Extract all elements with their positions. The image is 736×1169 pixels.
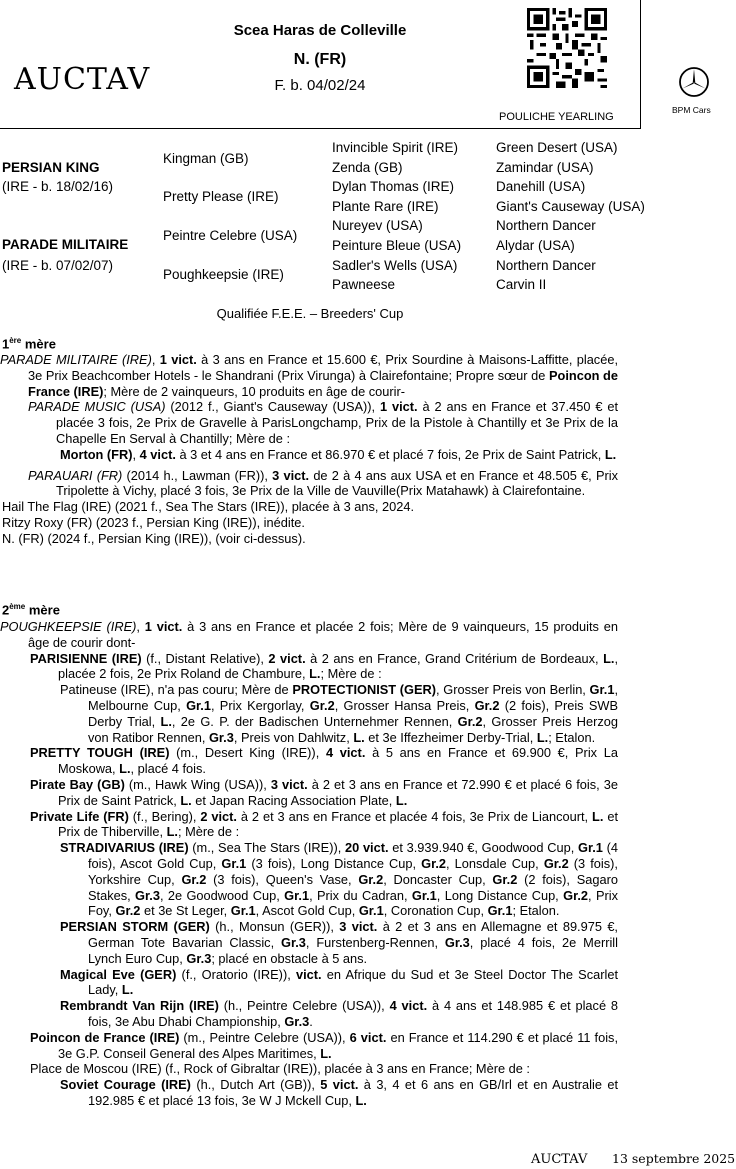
pedigree-gen4: Carvin II [496,277,547,292]
pedigree-gen4: Northern Dancer [496,258,596,273]
pedigree-gen3: Invincible Spirit (IRE) [332,140,459,155]
pedigree-gen3: Nureyev (USA) [332,218,423,233]
pedigree-gen4: Giant's Causeway (USA) [496,199,645,214]
pedigree-gen2: Pretty Please (IRE) [163,189,279,204]
pedigree-gen3: Plante Rare (IRE) [332,199,439,214]
qr-code-icon [527,8,607,88]
auctav-logo: AUCTAV [14,62,151,97]
breeder-name: Scea Haras de Colleville [233,22,407,39]
pedigree-gen3: Dylan Thomas (IRE) [332,179,455,194]
first-dam-text: PARADE MILITAIRE (IRE), 1 vict. à 3 ans en France et 15.600 €, Prix Sourdine à Maisons-Laffitte, placée, 3e Prix Beachcomber Hotels - le Shandrani (Prix Virunga) à Clairefontaine; Propre sœur de Poincon de France (IRE); Mère de 2 vainqueurs, 10 produits en âge de courir- PARADE MUSIC (USA) (2012 f., Giant's Causeway (USA)), 1 vict. à 2 ans en France et 37.450 € et placée 3 fois, 2e Prix de Gravelle à ParisLongchamp, Prix de la Pistole à Chantilly et 3e Prix de la Chapelle En Serval à Chantilly; Mère de : Morton (FR), 4 vict. à 3 et 4 ans en France et 86.970 € et placé 7 fois, 2e Prix de Saint Patrick, L. PARAUARI (FR) (2014 h., Lawman (FR)), 3 vict. de 2 à 4 ans aux USA et en France et 48.505 €, Prix Tripolette à Vichy, placé 3 fois, 3e Prix de la Ville de Vauville(Prix Matahawk) à Clairefontaine. Hail The Flag (IRE) (2021 f., Sea The Stars (IRE)), placée à 3 ans, 2024. Ritzy Roxy (FR) (2023 f., Persian King (IRE)), inédite. N. (FR) (2024 f., Persian King (IRE)), (voir ci-dessus). [0,352,619,546]
footer-date: 13 septembre 2025 [612,1151,736,1166]
pedigree-gen3: Pawneese [332,277,396,292]
pedigree-gen2: Poughkeepsie (IRE) [163,267,284,282]
dam-name: PARADE MILITAIRE [2,237,129,252]
first-dam-heading: 1ère mère [2,336,56,352]
footer-logo: AUCTAV [531,1152,588,1167]
sire-info: (IRE - b. 18/02/16) [2,179,114,194]
pedigree-gen4: Green Desert (USA) [496,140,618,155]
horse-description: F. b. 04/02/24 [274,77,366,94]
pedigree-gen3: Zenda (GB) [332,160,403,175]
pedigree-gen4: Danehill (USA) [496,179,586,194]
second-dam-text: POUGHKEEPSIE (IRE), 1 vict. à 3 ans en France et placée 2 fois; Mère de 9 vainqueurs, 15 produits en âge de courir dont- PARISIENNE (IRE) (f., Distant Relative), 2 vict. à 2 ans en France, Grand Critérium de Bordeaux, L., placée 2 fois, 2e Prix Roland de Chambure, L.; Mère de : Patineuse (IRE), n'a pas couru; Mère de PROTECTIONIST (GER), Grosser Preis von Berlin, Gr.1, Melbourne Cup, Gr.1, Prix Kergorlay, Gr.2, Grosser Hansa Preis, Gr.2 (2 fois), Preis SWB Derby Trial, L., 2e G. P. der Badischen Unternehmer Rennen, Gr.2, Grosser Preis Herzog von Ratibor Rennen, Gr.3, Preis von Dahlwitz, L. et 3e Iffezheimer Derby-Trial, L.; Etalon. PRETTY TOUGH (IRE) (m., Desert King (IRE)), 4 vict. à 5 ans en France et 69.900 €, Prix La Moskowa, L., placé 4 fois. Pirate Bay (GB) (m., Hawk Wing (USA)), 3 vict. à 2 et 3 ans en France et 72.990 € et placé 6 fois, 3e Prix de Saint Patrick, L. et Japan Racing Association Plate, L. Private Life (FR) (f., Bering), 2 vict. à 2 et 3 ans en France et placée 4 fois, 3e Prix de Liancourt, L. et Prix de Thiberville, L.; Mère de : STRADIVARIUS (IRE) (m., Sea The Stars (IRE)), 20 vict. et 3.939.940 €, Goodwood Cup, Gr.1 (4 fois), Ascot Gold Cup, Gr.1 (3 fois), Long Distance Cup, Gr.2, Lonsdale Cup, Gr.2 (3 fois), Yorkshire Cup, Gr.2 (3 fois), Queen's Vase, Gr.2, Doncaster Cup, Gr.2 (2 fois), Sagaro Stakes, Gr.3, 2e Goodwood Cup, Gr.1, Prix du Cadran, Gr.1, Long Distance Cup, Gr.2, Prix Foy, Gr.2 et 3e St Leger, Gr.1, Ascot Gold Cup, Gr.1, Coronation Cup, Gr.1; Etalon. PERSIAN STORM (GER) (h., Monsun (GER)), 3 vict. à 2 et 3 ans en Allemagne et 89.975 €, German Tote Bavarian Classic, Gr.3, Furstenberg-Rennen, Gr.3, placé 4 fois, 2e Merrill Lynch Euro Cup, Gr.3; placé en obstacle à 5 ans. Magical Eve (GER) (f., Oratorio (IRE)), vict. en Afrique du Sud et 3e Steel Doctor The Scarlet Lady, L. Rembrandt Van Rijn (IRE) (h., Peintre Celebre (USA)), 4 vict. à 4 ans et 148.985 € et placé 8 fois, 3e Abu Dhabi Championship, Gr.3. Poincon de France (IRE) (m., Peintre Celebre (USA)), 6 vict. en France et 114.290 € et placé 11 fois, 3e G.P. Conseil General des Alpes Maritimes, L. Place de Moscou (IRE) (f., Rock of Gibraltar (IRE)), placée à 3 ans en France; Mère de : Soviet Courage (IRE) (h., Dutch Art (GB)), 5 vict. à 3, 4 et 6 ans en GB/Irl et en Australie et 192.985 € et placé 13 fois, 3e W J Mckell Cup, L. [0,619,619,1108]
pedigree-gen4: Northern Dancer [496,218,596,233]
pedigree-gen2: Peintre Celebre (USA) [163,228,298,243]
pedigree-gen4: Zamindar (USA) [496,160,594,175]
horse-name: N. (FR) [293,51,347,68]
pedigree-gen2: Kingman (GB) [163,151,249,166]
pedigree-gen3: Sadler's Wells (USA) [332,258,458,273]
second-dam-heading: 2ème mère [2,602,60,618]
dam-info: (IRE - b. 07/02/07) [2,258,114,273]
pedigree-gen3: Peinture Bleue (USA) [332,238,462,253]
sponsor-label: BPM Cars [672,105,711,115]
category-label: POULICHE YEARLING [499,111,614,123]
sire-name: PERSIAN KING [2,160,100,175]
mercedes-star-icon [678,66,710,98]
pedigree-gen4: Alydar (USA) [496,238,575,253]
qualification-note: Qualifiée F.E.E. – Breeders' Cup [216,306,404,321]
